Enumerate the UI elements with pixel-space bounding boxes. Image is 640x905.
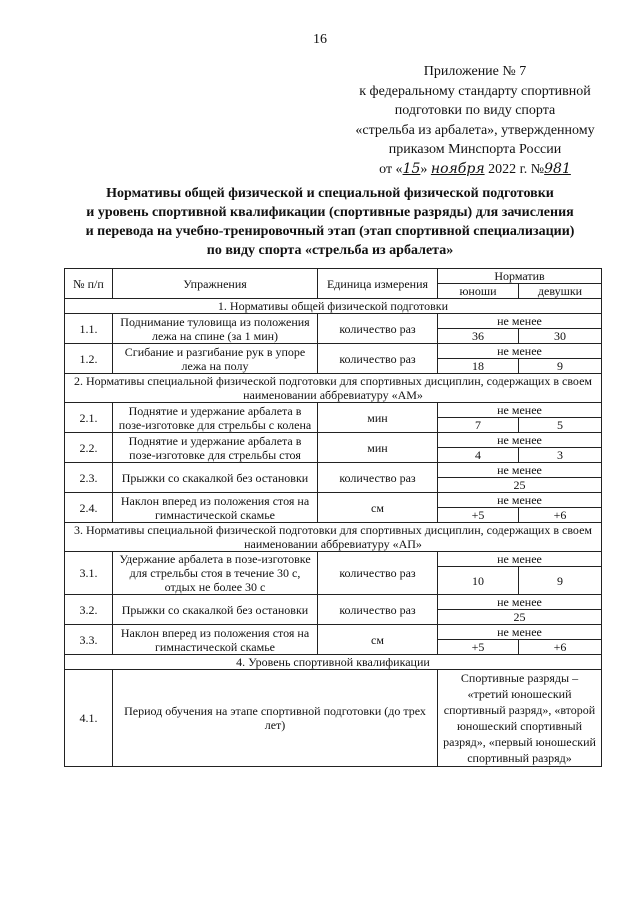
row-requirement: Спортивные разряды – «третий юношеский спортивный разряд», «второй юношеский спортивный разряд», «первый юношеский спортивный разряд» [438,670,602,767]
document-title: Нормативы общей физической и специальной физической подготовки и уровень спортивной квалификации (спортивные разряды) для зачисления и перевода на учебно-тренировочный этап (этап спортивной специализации) по виду спорта «стрельба из арбалета» [85,186,575,258]
section-row [65,655,602,670]
table-row [65,403,602,418]
table-row [65,433,602,448]
table-row [65,314,602,329]
row-num: 2.4. [65,493,113,523]
row-value-girls: 9 [519,359,602,374]
section-title: 2. Нормативы специальной физической подготовки для спортивных дисциплин, содержащих в своем наименовании аббревиатуру «АМ» [65,374,602,403]
row-qualifier: не менее [438,595,602,610]
header-exercise: Упражнения [113,269,318,299]
row-qualifier: не менее [438,463,602,478]
norms-table [64,268,602,767]
row-unit: количество раз [318,552,438,595]
page-number: 16 [313,32,327,47]
row-qualifier: не менее [438,625,602,640]
table-row [65,625,602,640]
row-unit: мин [318,403,438,433]
row-num: 2.1. [65,403,113,433]
row-value-boys: 10 [438,567,519,595]
table-row [65,552,602,567]
section-row [65,523,602,552]
section-title: 3. Нормативы специальной физической подготовки для спортивных дисциплин, содержащих в своем наименовании аббревиатуру «АП» [65,523,602,552]
row-num: 3.2. [65,595,113,625]
row-value-girls: 9 [519,567,602,595]
row-num: 3.1. [65,552,113,595]
handwritten-day: 15 [402,160,421,177]
header-girls: девушки [519,284,602,299]
row-value-girls: 5 [519,418,602,433]
row-exercise: Период обучения на этапе спортивной подготовки (до трех лет) [113,670,438,767]
section-row [65,374,602,403]
header-unit: Единица измерения [318,269,438,299]
table-row [65,670,602,767]
row-exercise: Поднимание туловища из положения лежа на спине (за 1 мин) [113,314,318,344]
header-num: № п/п [65,269,113,299]
appendix-line: приказом Минспорта России [388,142,562,157]
row-num: 2.3. [65,463,113,493]
row-unit: количество раз [318,314,438,344]
row-value-both: 25 [438,478,602,493]
row-num: 4.1. [65,670,113,767]
table-row [65,463,602,478]
row-value-boys: 18 [438,359,519,374]
order-date-line: от «15» ноября 2022 г. №981 [379,160,571,177]
row-value-boys: +5 [438,508,519,523]
row-value-boys: +5 [438,640,519,655]
row-exercise: Поднятие и удержание арбалета в позе-изготовке для стрельбы стоя [113,433,318,463]
row-qualifier: не менее [438,493,602,508]
row-exercise: Удержание арбалета в позе-изготовке для стрельбы стоя в течение 30 с, отдых не более 30 с [113,552,318,595]
row-value-girls: +6 [519,508,602,523]
row-qualifier: не менее [438,403,602,418]
row-exercise: Прыжки со скакалкой без остановки [113,595,318,625]
table-row [65,595,602,610]
row-num: 2.2. [65,433,113,463]
row-qualifier: не менее [438,433,602,448]
appendix-title: Приложение № 7 [423,64,527,79]
row-num: 3.3. [65,625,113,655]
row-value-both: 25 [438,610,602,625]
row-value-girls: 3 [519,448,602,463]
row-unit: см [318,493,438,523]
header-boys: юноши [438,284,519,299]
row-unit: мин [318,433,438,463]
row-unit: количество раз [318,595,438,625]
section-row [65,299,602,314]
row-qualifier: не менее [438,344,602,359]
row-exercise: Сгибание и разгибание рук в упоре лежа на полу [113,344,318,374]
row-qualifier: не менее [438,552,602,567]
row-num: 1.2. [65,344,113,374]
handwritten-order-number: 981 [544,160,571,177]
section-title: 4. Уровень спортивной квалификации [65,655,602,670]
appendix-header [340,62,610,179]
row-exercise: Наклон вперед из положения стоя на гимнастической скамье [113,493,318,523]
table-row [65,493,602,508]
row-num: 1.1. [65,314,113,344]
row-exercise: Наклон вперед из положения стоя на гимнастической скамье [113,625,318,655]
row-qualifier: не менее [438,314,602,329]
appendix-line: «стрельба из арбалета», утвержденному [355,122,595,138]
row-unit: количество раз [318,463,438,493]
row-value-boys: 4 [438,448,519,463]
section-title: 1. Нормативы общей физической подготовки [65,299,602,314]
row-exercise: Поднятие и удержание арбалета в позе-изготовке для стрельбы с колена [113,403,318,433]
table-row [65,344,602,359]
appendix-line: подготовки по виду спорта [394,103,556,118]
row-value-girls: +6 [519,640,602,655]
appendix-line: к федеральному стандарту спортивной [359,83,591,99]
row-value-girls: 30 [519,329,602,344]
row-unit: количество раз [318,344,438,374]
row-value-boys: 36 [438,329,519,344]
handwritten-month: ноября [430,160,485,177]
row-unit: см [318,625,438,655]
row-value-boys: 7 [438,418,519,433]
row-exercise: Прыжки со скакалкой без остановки [113,463,318,493]
header-norm: Норматив [438,269,602,284]
